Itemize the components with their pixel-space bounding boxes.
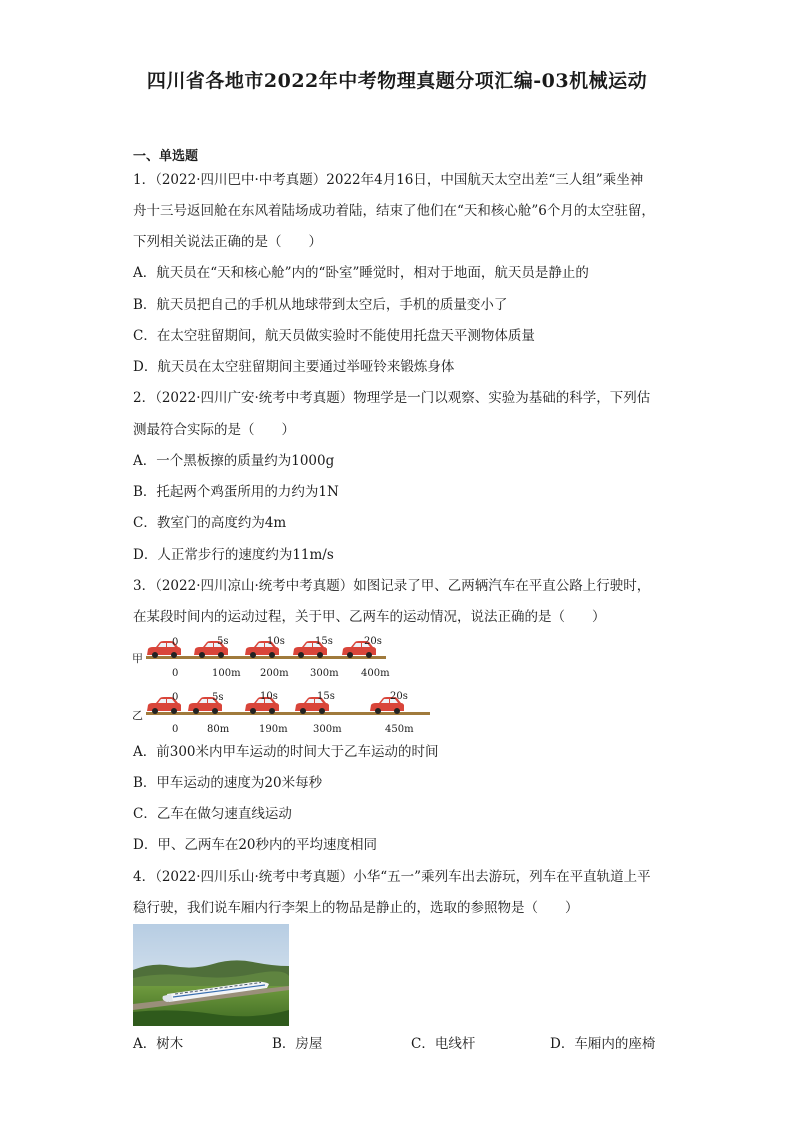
q2-option-a: A．一个黑板擦的质量约为1000g (133, 453, 335, 469)
jia-time-2: 5s (217, 636, 229, 647)
section-heading: 一、单选题 (133, 149, 199, 164)
q1-option-a: A．航天员在“天和核心舱”内的“卧室”睡觉时，相对于地面，航天员是静止的 (133, 265, 589, 281)
q2-option-d: D．人正常步行的速度约为11m/s (133, 547, 334, 563)
yi-time-5: 20s (390, 691, 408, 702)
q3-option-c: C．乙车在做匀速直线运动 (133, 806, 292, 822)
q2-stem-line-1: 2．（2022·四川广安·统考中考真题）物理学是一门以观察、实验为基础的科学，下列估 (133, 390, 651, 406)
train-photo (133, 924, 289, 1026)
jia-dist-3: 200m (260, 668, 289, 679)
q2-option-b: B．托起两个鸡蛋所用的力约为1N (133, 484, 339, 500)
yi-dist-4: 300m (313, 724, 342, 735)
yi-time-2: 5s (212, 692, 224, 703)
yi-label: 乙 (132, 709, 143, 722)
jia-time-4: 15s (315, 636, 333, 647)
q1-stem-line-1: 1．（2022·四川巴中·中考真题）2022年4月16日，中国航天太空出差“三人组”乘坐神 (133, 172, 644, 188)
yi-dist-2: 80m (207, 724, 230, 735)
yi-time-4: 15s (317, 691, 335, 702)
jia-time-3: 10s (267, 636, 285, 647)
q4-stem-line-1: 4．（2022·四川乐山·统考中考真题）小华“五一”乘列车出去游玩，列车在平直轨道上平 (133, 869, 651, 885)
q2-option-c: C．教室门的高度约为4m (133, 515, 287, 531)
jia-dist-4: 300m (310, 668, 339, 679)
jia-time-5: 20s (364, 636, 382, 647)
q3-option-b: B．甲车运动的速度为20米每秒 (133, 775, 323, 791)
jia-label: 甲 (132, 652, 143, 665)
q4-stem-line-2: 稳行驶，我们说车厢内行李架上的物品是静止的，选取的参照物是（ ） (133, 900, 579, 916)
page-title: 四川省各地市2022年中考物理真题分项汇编-03机械运动 (146, 70, 648, 92)
yi-dist-3: 190m (259, 724, 288, 735)
q3-stem-line-2: 在某段时间内的运动过程，关于甲、乙两车的运动情况，说法正确的是（ ） (133, 609, 606, 625)
car-motion-figure (130, 630, 440, 736)
jia-dist-1: 0 (172, 668, 179, 679)
q3-option-a: A．前300米内甲车运动的时间大于乙车运动的时间 (133, 744, 439, 760)
yi-time-3: 10s (260, 691, 278, 702)
q4-option-b: B．房屋 (272, 1036, 323, 1052)
jia-dist-2: 100m (212, 668, 241, 679)
yi-time-1: 0 (172, 692, 179, 703)
q3-stem-line-1: 3．（2022·四川凉山·统考中考真题）如图记录了甲、乙两辆汽车在平直公路上行驶时， (133, 578, 651, 594)
jia-time-1: 0 (172, 637, 179, 648)
yi-road (146, 712, 430, 715)
q1-option-c: C．在太空驻留期间，航天员做实验时不能使用托盘天平测物体质量 (133, 328, 535, 344)
q4-options (133, 1034, 663, 1054)
q2-stem-line-2: 测最符合实际的是（ ） (133, 422, 295, 438)
q1-stem-line-2: 舟十三号返回舱在东风着陆场成功着陆，结束了他们在“天和核心舱”6个月的太空驻留， (133, 203, 655, 219)
yi-dist-1: 0 (172, 724, 179, 735)
q4-option-a: A．树木 (133, 1036, 184, 1052)
q3-option-d: D．甲、乙两车在20秒内的平均速度相同 (133, 837, 378, 853)
q4-option-c: C．电线杆 (411, 1036, 476, 1052)
q1-stem-line-3: 下列相关说法正确的是（ ） (133, 234, 322, 250)
q4-option-d: D．车厢内的座椅 (550, 1036, 656, 1052)
yi-dist-5: 450m (385, 724, 414, 735)
jia-dist-5: 400m (361, 668, 390, 679)
q1-option-d: D．航天员在太空驻留期间主要通过举哑铃来锻炼身体 (133, 359, 455, 375)
q1-option-b: B．航天员把自己的手机从地球带到太空后，手机的质量变小了 (133, 297, 508, 313)
